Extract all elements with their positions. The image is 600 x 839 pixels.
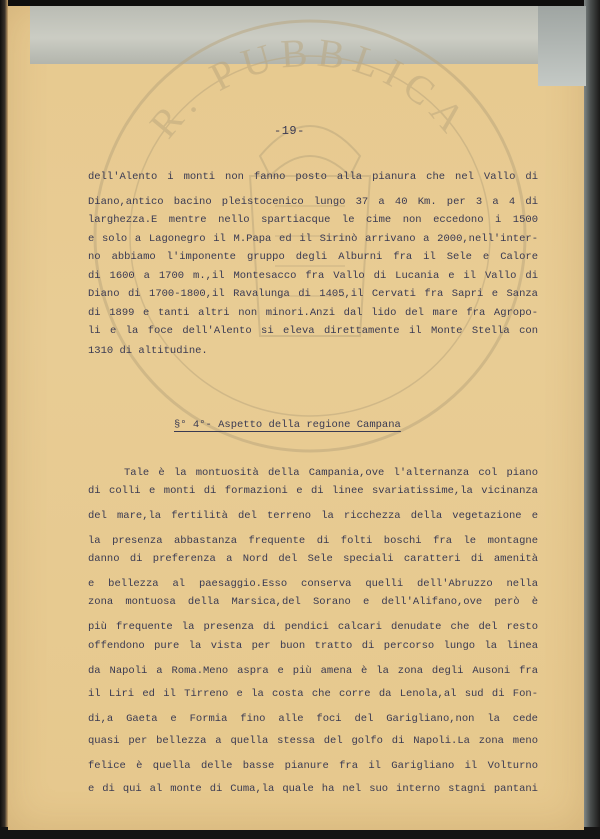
text-line: larghezza.E mentre nello spartiacque le cime non eccedono i 1500 bbox=[88, 214, 538, 226]
text-line: Diano di 1700-1800,il Ravalunga di 1405,il Cervati fra Sapri e Sanza bbox=[88, 288, 538, 300]
text-line: di 1600 a 1700 m.,il Montesacco fra Vallo di Lucania e il Vallo di bbox=[88, 270, 538, 282]
text-line: quasi per bellezza a quella stessa del golfo di Napoli.La zona meno bbox=[88, 735, 538, 747]
text-line: no abbiamo l'imponente gruppo degli Alburni fra il Sele e Calore bbox=[88, 251, 538, 263]
svg-text:R. PUBBLICA: R. PUBBLICA bbox=[140, 29, 480, 147]
text-line: Diano,antico bacino pleistocenico lungo 37 a 40 Km. per 3 a 4 di bbox=[88, 196, 538, 208]
text-line: la presenza abbastanza frequente di folti boschi fra le montagne bbox=[88, 535, 538, 547]
scan-border-left bbox=[0, 0, 8, 839]
text-line: da Napoli a Roma.Meno aspra e più amena è la zona degli Ausoni fra bbox=[88, 665, 538, 677]
text-line: di colli e monti di formazioni e di linee svariatissime,la vicinanza bbox=[88, 485, 538, 497]
section-heading: §° 4°- Aspetto della regione Campana bbox=[174, 419, 401, 431]
page-number: -19- bbox=[274, 124, 305, 138]
text-line: più frequente la presenza di pendici calcari denudate che del resto bbox=[88, 621, 538, 633]
text-line: offendono pure la vista per buon tratto di percorso lungo la linea bbox=[88, 640, 538, 652]
text-line: dell'Alento i monti non fanno posto alla pianura che nel Vallo di bbox=[88, 171, 538, 183]
text-line: 1310 di altitudine. bbox=[88, 345, 208, 357]
text-line: il Liri ed il Tirreno e la costa che corre da Lenola,al sud di Fon- bbox=[88, 688, 538, 700]
text-line: di,a Gaeta e Formia fino alle foci del Garigliano,non la cede bbox=[88, 713, 538, 725]
text-line: e di qui al monte di Cuma,la quale ha nel suo interno stagni pantani bbox=[88, 783, 538, 795]
text-line: zona montuosa della Marsica,del Sorano e dell'Alifano,ove però è bbox=[88, 596, 538, 608]
text-line: Tale è la montuosità della Campania,ove l'alternanza col piano bbox=[124, 467, 538, 479]
document-page bbox=[8, 6, 584, 830]
text-line: di 1899 e tanti altri non minori.Anzi dal lido del mare fra Agropo- bbox=[88, 307, 538, 319]
text-line: e solo a Lagonegro il M.Papa ed il Sirinò arrivano a 2000,nell'inter- bbox=[88, 233, 538, 245]
text-line: danno di preferenza a Nord del Sele speciali caratteri di amenità bbox=[88, 553, 538, 565]
text-line: e bellezza al paesaggio.Esso conserva quelli dell'Abruzzo nella bbox=[88, 578, 538, 590]
text-line: felice è quella delle basse pianure fra il Garigliano il Volturno bbox=[88, 760, 538, 772]
text-line: li e la foce dell'Alento si eleva direttamente il Monte Stella con bbox=[88, 325, 538, 337]
text-line: del mare,la fertilità del terreno la ricchezza della vegetazione e bbox=[88, 510, 538, 522]
scan-border-right bbox=[584, 0, 600, 839]
